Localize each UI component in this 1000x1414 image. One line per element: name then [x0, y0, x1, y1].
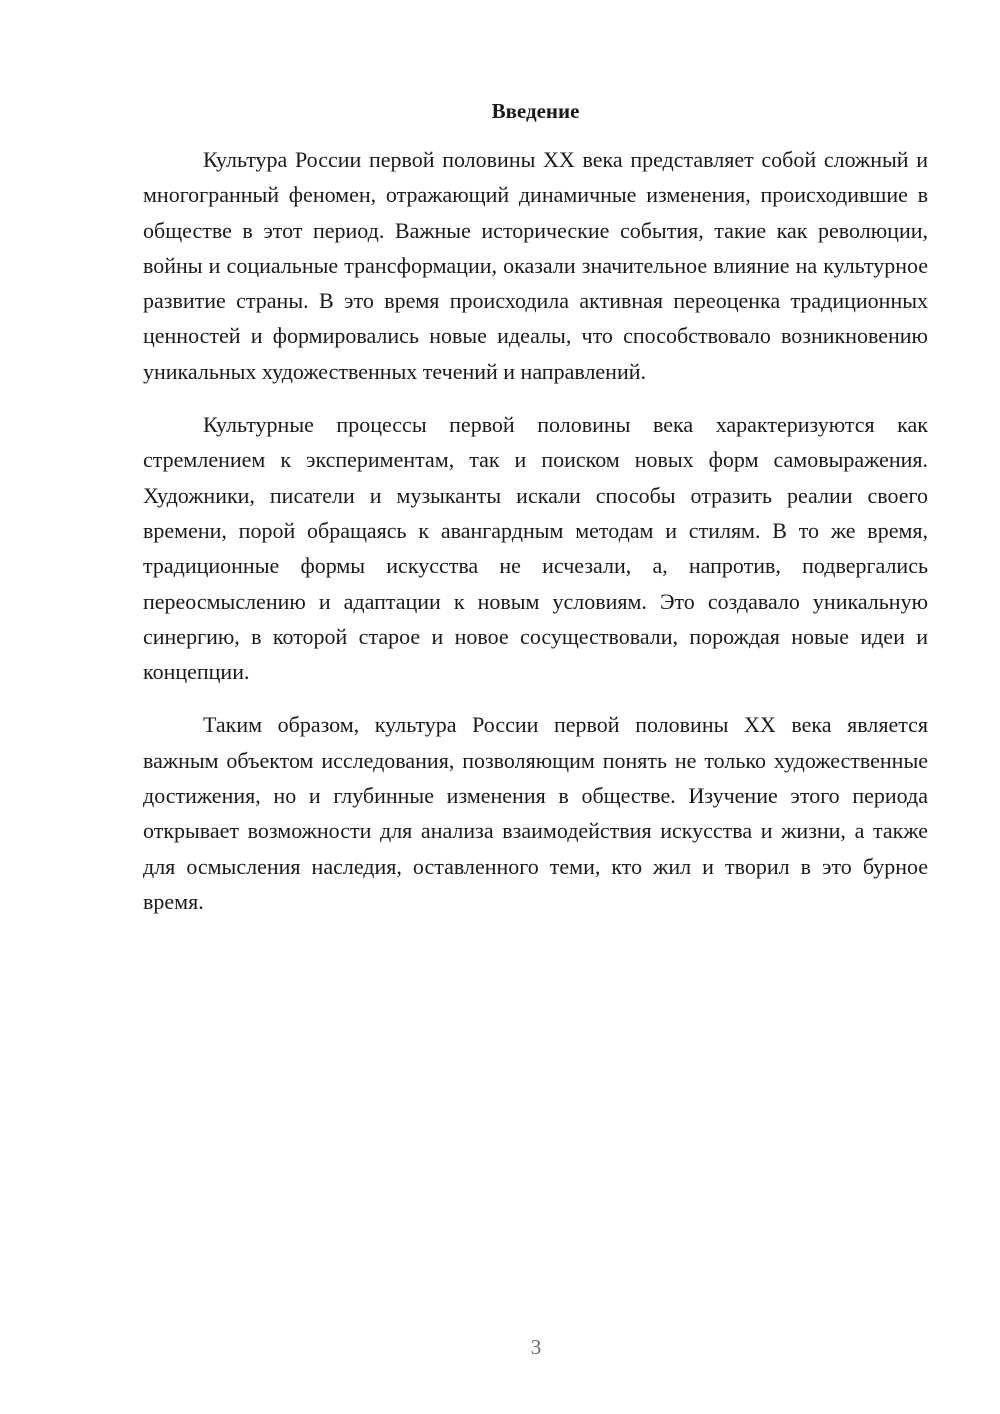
paragraph-2: Культурные процессы первой половины века характеризуются как стремлением к экспериментам, так и поиском новых форм самовыражения. Художники, писатели и музыканты искали способы отразить реалии своего времени, порой обращаясь к авангардным методам и стилям. В то же время, традиционные формы искусства не исчезали, а, напротив, подвергались переосмыслению и адаптации к новым условиям. Это создавало уникальную синергию, в которой старое и новое сосуществовали, порождая новые идеи и концепции. [143, 412, 928, 685]
document-body [143, 142, 928, 937]
page-number: 3 [530, 1335, 542, 1359]
page-title: Введение [491, 99, 580, 123]
paragraph-3: Таким образом, культура России первой половины XX века является важным объектом исследования, позволяющим понять не только художественные достижения, но и глубинные изменения в обществе. Изучение этого периода открывает возможности для анализа взаимодействия искусства и жизни, а также для осмысления наследия, оставленного теми, кто жил и творил в это бурное время. [143, 712, 928, 914]
paragraph-1: Культура России первой половины XX века представляет собой сложный и многогранный феномен, отражающий динамичные изменения, происходившие в обществе в этот период. Важные исторические события, такие как революции, войны и социальные трансформации, оказали значительное влияние на культурное развитие страны. В это время происходила активная переоценка традиционных ценностей и формировались новые идеалы, что способствовало возникновению уникальных художественных течений и направлений. [143, 147, 928, 384]
